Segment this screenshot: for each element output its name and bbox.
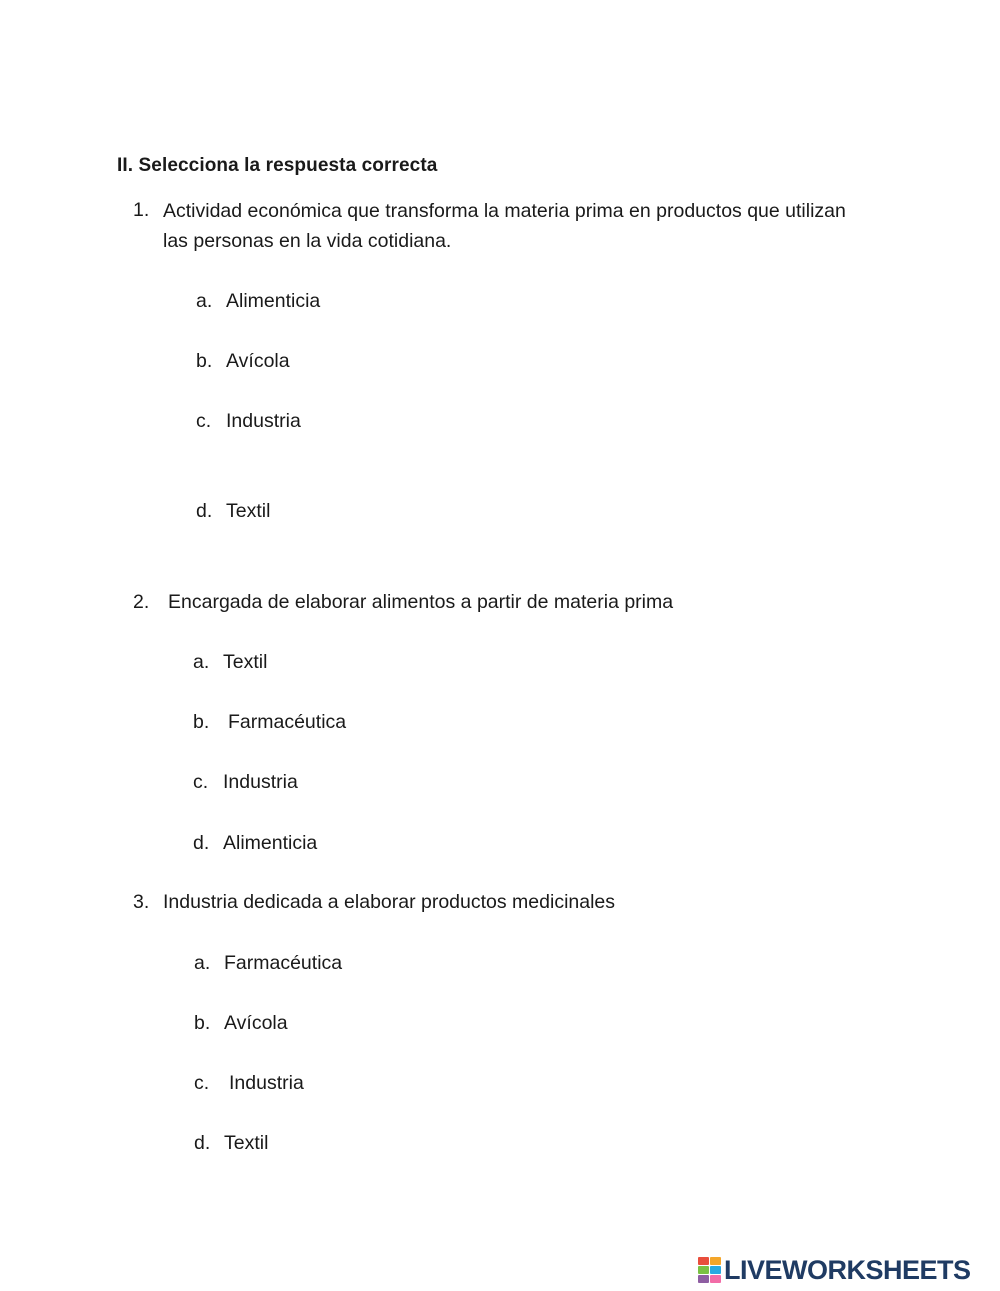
option-text: Industria: [226, 410, 301, 432]
logo-text: LIVEWORKSHEETS: [724, 1255, 971, 1285]
option-text: Textil: [224, 1132, 269, 1154]
option-letter: c.: [193, 771, 209, 793]
option-text: Avícola: [224, 1012, 288, 1034]
option-text: Industria: [229, 1072, 304, 1094]
option-text: Farmacéutica: [228, 711, 347, 733]
option-letter: c.: [196, 410, 212, 432]
question-number: 1.: [133, 199, 150, 221]
question-number: 2.: [133, 591, 150, 613]
option-letter: b.: [196, 350, 213, 372]
logo-blocks-icon: [698, 1257, 721, 1283]
option-letter: a.: [193, 651, 210, 673]
question-text: Industria dedicada a elaborar productos medicinales: [163, 891, 616, 913]
question-text: Actividad económica que transforma la materia prima en productos que utilizan las personas en la vida cotidiana.: [163, 200, 846, 252]
option-text: Alimenticia: [223, 832, 318, 854]
option-text: Textil: [226, 500, 271, 522]
option-letter: c.: [194, 1072, 210, 1094]
option-letter: b.: [193, 711, 210, 733]
option-letter: b.: [194, 1012, 211, 1034]
question-number: 3.: [133, 891, 150, 913]
option-letter: d.: [196, 500, 213, 522]
option-letter: a.: [196, 290, 213, 312]
question-text: Encargada de elaborar alimentos a partir de materia prima: [168, 591, 674, 613]
option-letter: d.: [193, 832, 210, 854]
option-text: Avícola: [226, 350, 290, 372]
option-text: Industria: [223, 771, 298, 793]
option-text: Textil: [223, 651, 268, 673]
option-letter: d.: [194, 1132, 211, 1154]
liveworksheets-logo[interactable]: [698, 1255, 971, 1285]
option-text: Farmacéutica: [224, 952, 343, 974]
section-title: II. Selecciona la respuesta correcta: [117, 155, 438, 176]
option-letter: a.: [194, 952, 211, 974]
option-text: Alimenticia: [226, 290, 321, 312]
